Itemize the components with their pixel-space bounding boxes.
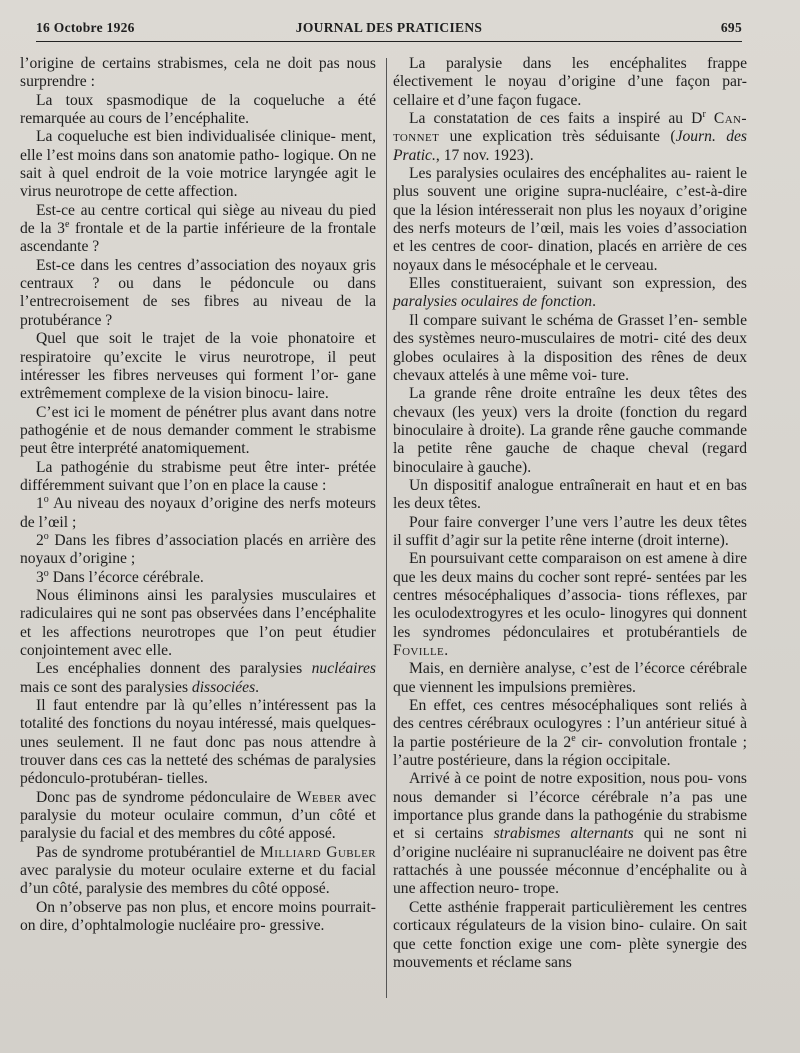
text-run: Pour faire converger l’une vers l’autre les deux têtes il suffit d’agir sur la petite rêne interne (droit interne). [393, 513, 747, 549]
text-run: Mais, en dernière analyse, c’est de l’écorce cérébrale que viennent les impulsions premières. [393, 660, 747, 696]
paragraph [20, 459, 376, 496]
page-number: 695 [720, 20, 742, 35]
sc-text: Can- tonnet [393, 110, 747, 146]
text-run: Au niveau des noyaux d’origine des nerfs moteurs de l’œil ; [20, 495, 376, 531]
paragraph [20, 404, 376, 459]
text-run: 1 [36, 495, 44, 513]
sc-text: Weber [296, 788, 342, 806]
paragraph [393, 514, 747, 551]
paragraph [393, 550, 747, 660]
paragraph [20, 697, 376, 789]
right-column [393, 55, 747, 972]
paragraph [20, 587, 376, 660]
issue-date: 16 Octobre 1926 [36, 20, 135, 35]
paragraph [393, 385, 747, 477]
text-run: Les encéphalies donnent des paralysies [36, 660, 312, 678]
text-run: Est-ce dans les centres d’association des noyaux gris centraux ? ou dans le pédoncule ou dans l’entrecroisement de ses fibres au niveau de la protubérance ? [20, 256, 376, 329]
text-run: Nous éliminons ainsi les paralysies musculaires et radiculaires qui ne sont pas observées dans l’encéphalite et les affections neurotropes que l’on peut étudier conjointement avec elle. [20, 586, 376, 659]
text-run: En effet, ces centres mésocéphaliques sont reliés à des centres cérébraux oculogyres : l’un antérieur situé à la partie postérieure de la 2 [393, 697, 747, 751]
paragraph [20, 330, 376, 403]
text-run: Cette asthénie frapperait particulièrement les centres corticaux régulateurs de la vision bino- culaire. On sait que cette fonction exige une com- plète synergie des mouvements et réclame sans [393, 898, 747, 971]
text-run: l’origine de certains strabismes, cela ne doit pas nous surprendre : [20, 55, 376, 91]
sc-text: Milliard Gubler [260, 843, 376, 861]
paragraph [20, 899, 376, 936]
paragraph [20, 257, 376, 330]
paragraph [393, 770, 747, 898]
text-run: , 17 nov. 1923). [435, 146, 534, 164]
text-run: On n’observe pas non plus, et encore moins pourrait-on dire, d’ophtalmologie nucléaire pro- gressive. [20, 898, 376, 935]
text-run: frontale et de la partie inférieure de la frontale ascendante ? [20, 220, 376, 256]
paragraph [20, 532, 376, 569]
paragraph [20, 495, 376, 532]
text-run: Les paralysies oculaires des encéphalites au- raient le plus souvent une origine supra-nucléaire, c’est-à-dire que la lésion intéresserait non plus les noyaux d’origine des nerfs moteurs de l’œil, mais les voies d’association et les centres de coor- dination, placés en arrière de ces noyaux dans le mésocéphale et le cerveau. [393, 165, 747, 274]
text-run: . [592, 293, 596, 311]
text-run: qui ne sont ni d’origine nucléaire ni supranucléaire ne doivent pas être rattachés à une poussée méconnue d’encéphalite ou à une affection neuro- trope. [393, 825, 747, 898]
left-column [20, 55, 376, 936]
paragraph [393, 55, 747, 110]
running-header [36, 18, 742, 42]
text-run: Il compare suivant le schéma de Grasset l’en- semble des systèmes neuro-musculaires de motri- cité des deux globes oculaires à la disposition des rênes de deux chevaux attelés à une même voi- ture. [393, 311, 747, 384]
text-run: C’est ici le moment de pénétrer plus avant dans notre pathogénie et de nous demander comment le strabisme peut être interprété anatomiquement. [20, 403, 376, 458]
it-text: strabismes alternants [493, 825, 634, 843]
text-run: cir- convolution frontale ; l’autre postérieure, dans la région occipitale. [393, 733, 747, 770]
paragraph [20, 569, 376, 587]
paragraph [393, 899, 747, 972]
text-run: 2 [36, 531, 44, 549]
it-text: dissociées [191, 678, 256, 696]
sup-text: e [64, 218, 70, 230]
text-run: Il faut entendre par là qu’elles n’intéressent pas la totalité des fonctions du noyau intéressé, mais quelques-unes seulement. Il ne faut donc pas nous attendre à trouver dans ces cas la netteté des schémas de paralysies pédonculo-protubéran- tielles. [20, 697, 376, 788]
sup-text: o [43, 567, 49, 579]
text-run: Pas de syndrome protubérantiel de [36, 843, 261, 861]
text-run: . [255, 678, 260, 696]
paragraph [20, 92, 376, 129]
paragraph [20, 660, 376, 697]
text-run: Quel que soit le trajet de la voie phonatoire et respiratoire qu’excite le virus neurotrope, il peut intéresser les fibres nerveuses qui forment l’or- gane extrêmement complexe de la vision binocu- laire. [20, 330, 376, 403]
sup-text: o [43, 494, 49, 506]
paragraph [393, 275, 747, 312]
sup-text: e [571, 732, 576, 744]
text-run: La coqueluche est bien individualisée clinique- ment, elle l’est moins dans son anatomie patho- logique. On ne sait à quel endroit de la voie motrice laryngée agit le virus neurotrope de cette affection. [20, 128, 376, 201]
sup-text: o [43, 530, 49, 542]
text-run: La toux spasmodique de la coqueluche a été remarquée au cours de l’encéphalite. [20, 91, 376, 128]
column-separator [386, 58, 387, 998]
text-run: Donc pas de syndrome pédonculaire de [36, 788, 297, 806]
text-run: La constatation de ces faits a inspiré au D [409, 110, 703, 128]
paragraph [393, 660, 747, 697]
text-run: La paralysie dans les encéphalites frappe électivement le noyau d’origine d’une façon par- cellaire et d’une façon fugace. [393, 55, 747, 109]
it-text: paralysies oculaires de fonction [393, 293, 593, 311]
paragraph [393, 110, 747, 165]
sc-text: Foville [393, 642, 445, 659]
text-run: . [444, 642, 449, 659]
paragraph [20, 128, 376, 201]
paragraph [393, 165, 747, 275]
text-run: mais ce sont des paralysies [20, 678, 192, 696]
text-run: Un dispositif analogue entraînerait en haut et en bas les deux têtes. [393, 476, 747, 513]
text-run: Est-ce au centre cortical qui siège au niveau du pied de la 3 [20, 201, 376, 238]
it-text: nucléaires [311, 660, 376, 678]
text-run: avec paralysie du moteur oculaire externe et du facial d’un côté, paralysie des membres du côté opposé. [20, 862, 376, 898]
paragraph [393, 697, 747, 770]
it-text: Journ. des Pratic. [393, 128, 748, 164]
text-run: La pathogénie du strabisme peut être inter- prétée différemment suivant que l’on en place la cause : [20, 458, 376, 494]
text-run: En poursuivant cette comparaison on est amene à dire que les deux mains du cocher sont repré- sentées par les centres mésocéphaliques d’associa- tions réflexes, par les oculodextrogyres et les oculo- linogyres qui donnent les syndromes pédonculaires et protubérantiels de [393, 550, 747, 641]
paragraph [20, 55, 376, 92]
text-run: Dans les fibres d’association placés en arrière des noyaux d’origine ; [20, 531, 376, 568]
text-run: une explication très séduisante ( [439, 128, 676, 146]
paragraph [20, 844, 376, 899]
text-run [706, 110, 714, 127]
header-rule [36, 41, 742, 42]
sup-text: r [702, 108, 706, 120]
journal-title: JOURNAL DES PRATICIENS [295, 20, 483, 35]
text-run: Dans l’écorce cérébrale. [48, 568, 204, 586]
paragraph [20, 789, 376, 844]
text-run: avec paralysie du moteur oculaire commun, d’un côté et paralysie du facial et des membres du côté apposé. [20, 788, 376, 843]
paragraph [20, 202, 376, 257]
text-run: Arrivé à ce point de notre exposition, nous pou- vons nous demander si l’écorce cérébrale n’a pas une importance plus grande dans la pathogénie du strabisme et si certains [393, 770, 747, 843]
text-run: Elles constitueraient, suivant son expression, des [409, 275, 747, 293]
paragraph [393, 312, 747, 385]
paragraph [393, 477, 747, 514]
text-run: 3 [36, 568, 44, 586]
text-run: La grande rêne droite entraîne les deux têtes des chevaux (les yeux) vers la droite (fonction du regard binoculaire à droite). La grande rêne gauche commande la petite rêne gauche de chaque cheval (regard binoculaire à gauche). [393, 385, 747, 476]
